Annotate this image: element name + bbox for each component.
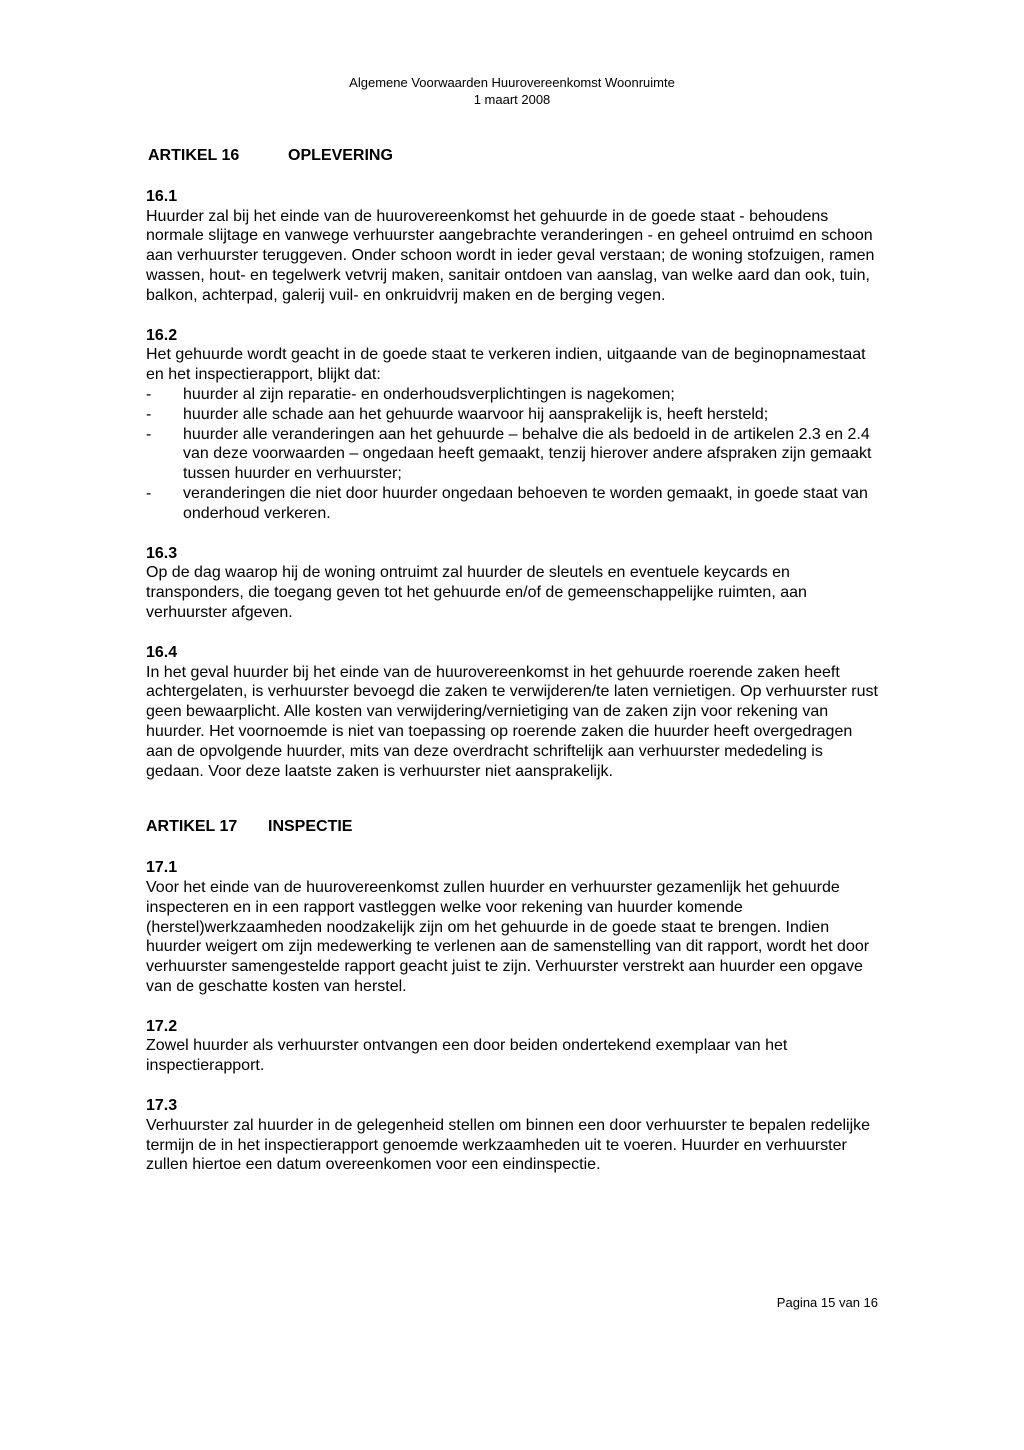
section-17-3 — [146, 1096, 882, 1175]
page-number: Pagina 15 van 16 — [776, 1295, 878, 1310]
article-16-heading — [146, 146, 882, 166]
dash-bullet: - — [146, 385, 152, 403]
section-text: Op de dag waarop hij de woning ontruimt zal huurder de sleutels en eventuele keycards en transponders, die toegang geven tot het gehuurde en/of de gemeenschappelijke ruimten, aan verhuurster afgeven. — [146, 564, 807, 621]
section-16-4 — [146, 643, 882, 782]
section-number: 17.2 — [146, 1017, 178, 1035]
section-text: In het geval huurder bij het einde van de huurovereenkomst in het gehuurde roerende zaken heeft achtergelaten, is verhuurster bevoegd die zaken te verwijderen/te laten vernietigen. Op verhuurster rust geen bewaarplicht. Alle kosten van verwijdering/vernietiging van de zaken zijn voor rekening van huurder. Het voornoemde is niet van toepassing op roerende zaken die huurder heeft overgedragen aan de opvolgende huurder, mits van deze overdracht schriftelijk aan verhuurster mededeling is gedaan. Voor deze laatste zaken is verhuurster niet aansprakelijk. — [146, 663, 878, 780]
document-body — [146, 146, 882, 1175]
list-item-text: huurder al zijn reparatie- en onderhoudsverplichtingen is nagekomen; — [183, 385, 675, 403]
header-title: Algemene Voorwaarden Huurovereenkomst Woonruimte — [349, 75, 675, 90]
section-16-2 — [146, 326, 882, 524]
section-text: Huurder zal bij het einde van de huurovereenkomst het gehuurde in de goede staat - behoudens normale slijtage en vanwege verhuurster aangebrachte veranderingen - en geheel ontruimd en schoon aan verhuurster teruggeven. Onder schoon wordt in ieder geval verstaan; de woning stofzuigen, ramen wassen, hout- en tegelwerk vetvrij maken, sanitair ontdoen van aanslag, van welke aard dan ook, tuin, balkon, achterpad, galerij vuil- en onkruidvrij maken en de berging vegen. — [146, 207, 875, 304]
list-item — [146, 484, 882, 524]
section-17-2 — [146, 1017, 882, 1076]
header-date: 1 maart 2008 — [473, 92, 551, 107]
list-item — [146, 385, 882, 405]
section-number: 16.4 — [146, 643, 178, 661]
list-item-text: huurder alle veranderingen aan het gehuurde – behalve die als bedoeld in de artikelen 2.3 en 2.4 van deze voorwaarden – ongedaan heeft gemaakt, tenzij hierover andere afspraken zijn gemaakt tussen huurder en verhuurster; — [183, 425, 872, 483]
list-item-text: veranderingen die niet door huurder ongedaan behoeven te worden gemaakt, in goede staat van onderhoud verkeren. — [183, 484, 868, 522]
article-16-title: OPLEVERING — [288, 147, 393, 164]
dash-bullet: - — [146, 405, 152, 423]
section-number: 16.3 — [146, 544, 178, 562]
section-number: 16.1 — [146, 187, 178, 205]
article-17-title: INSPECTIE — [268, 818, 353, 836]
page-header — [0, 74, 1024, 108]
section-number: 17.3 — [146, 1097, 178, 1115]
section-text: Zowel huurder als verhuurster ontvangen een door beiden ondertekend exemplaar van het inspectierapport. — [146, 1037, 788, 1075]
article-17-number: ARTIKEL 17 — [146, 818, 238, 836]
section-number: 17.1 — [146, 859, 178, 877]
list-item — [146, 405, 882, 425]
article-17-heading — [146, 817, 882, 837]
article-16-number: ARTIKEL 16 — [148, 147, 240, 164]
list-item-text: huurder alle schade aan het gehuurde waarvoor hij aansprakelijk is, heeft hersteld; — [183, 405, 769, 423]
list-item — [146, 425, 882, 484]
section-text: Verhuurster zal huurder in de gelegenheid stellen om binnen een door verhuurster te bepalen redelijke termijn de in het inspectierapport genoemde werkzaamheden uit te voeren. Huurder en verhuurster zullen hiertoe een datum overeenkomen voor een eindinspectie. — [146, 1116, 871, 1174]
section-16-1 — [146, 187, 882, 306]
section-text: Voor het einde van de huurovereenkomst zullen huurder en verhuurster gezamenlijk het gehuurde inspecteren en in een rapport vastleggen welke voor rekening van huurder komende (herstel)werkzaamheden noodzakelijk zijn om het gehuurde in de goede staat te brengen. Indien huurder weigert om zijn medewerking te verlenen aan de samenstelling van dit rapport, wordt het door verhuurster samengestelde rapport geacht juist te zijn. Verhuurster verstrekt aan huurder een opgave van de geschatte kosten van herstel. — [146, 878, 870, 995]
dash-bullet: - — [146, 484, 152, 502]
condition-list — [146, 385, 882, 524]
section-16-3 — [146, 544, 882, 623]
section-intro: Het gehuurde wordt geacht in de goede staat te verkeren indien, uitgaande van de beginopnamestaat en het inspectierapport, blijkt dat: — [146, 346, 866, 384]
dash-bullet: - — [146, 425, 152, 443]
section-17-1 — [146, 858, 882, 997]
section-number: 16.2 — [146, 326, 178, 344]
